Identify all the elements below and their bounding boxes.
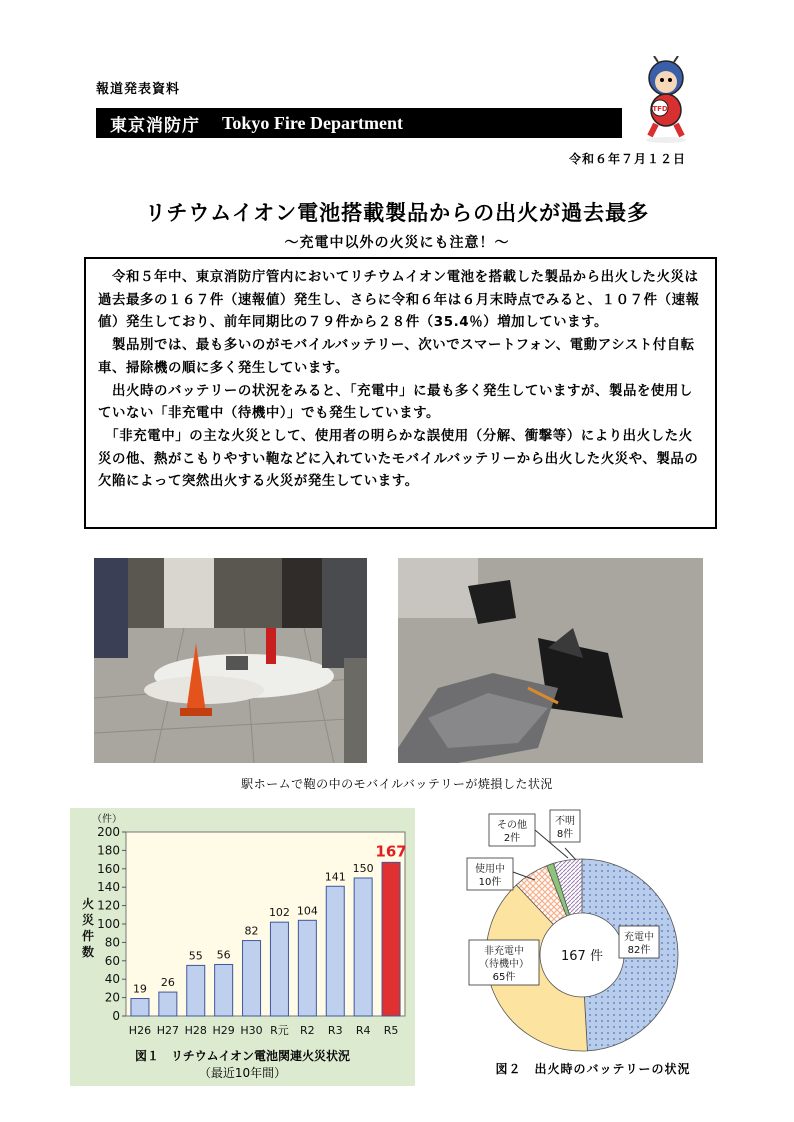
data-label: 82 [244, 924, 259, 938]
x-tick-label: H28 [184, 1024, 207, 1037]
y-tick-label: 120 [97, 898, 120, 913]
bar [298, 920, 316, 1016]
slice-name: 使用中 [475, 864, 505, 875]
department-name-en: Tokyo Fire Department [222, 112, 403, 133]
x-tick-label: R元 [270, 1024, 289, 1037]
slice-name: 充電中 [624, 932, 654, 943]
data-label: 102 [268, 906, 290, 920]
x-tick-label: R3 [327, 1024, 343, 1037]
bar [187, 965, 205, 1016]
y-tick-label: 0 [112, 1009, 120, 1023]
data-label: 55 [188, 949, 203, 963]
x-tick-label: H30 [240, 1024, 263, 1037]
figure1-caption [70, 1048, 415, 1082]
bar [243, 941, 261, 1016]
bar [270, 922, 288, 1016]
photo-caption: 駅ホームで鞄の中のモバイルバッテリーが焼損した状況 [241, 777, 553, 791]
leader-line [565, 848, 576, 860]
x-tick-label: H26 [128, 1024, 152, 1037]
slice-value-label: 65件 [492, 972, 516, 983]
page-title: リチウムイオン電池搭載製品からの出火が過去最多 [144, 201, 650, 225]
data-label: 19 [132, 982, 147, 996]
slice-name: （待機中） [479, 959, 529, 970]
bar [215, 964, 233, 1016]
data-label: 26 [160, 976, 175, 990]
burned-battery-photo [398, 558, 703, 763]
slice-value-label: 10件 [478, 877, 502, 888]
data-label: 104 [296, 904, 318, 918]
svg-text:TFD: TFD [652, 105, 668, 113]
mascot-illustration [636, 56, 696, 144]
y-tick-label: 40 [104, 972, 120, 987]
x-tick-label: R4 [355, 1024, 371, 1037]
y-tick-label: 180 [97, 843, 120, 858]
y-tick-label: 200 [97, 825, 120, 839]
bar [382, 862, 400, 1016]
bar [131, 999, 149, 1016]
slice-value-label: 2件 [503, 833, 521, 844]
pie-center-label: 167 件 [561, 949, 603, 964]
figure1-subtitle: （最近10年間） [198, 1066, 287, 1080]
figure1-title: 図１ リチウムイオン電池関連火災状況 [134, 1049, 351, 1063]
bar [354, 878, 372, 1016]
department-name-ja: 東京消防庁 [110, 115, 200, 136]
release-date: 令和６年７月１２日 [568, 152, 686, 166]
y-tick-label: 80 [104, 935, 120, 950]
data-label: 167 [375, 842, 407, 861]
bar [326, 886, 344, 1016]
x-tick-label: H29 [212, 1024, 235, 1037]
slice-value-label: 8件 [556, 829, 574, 840]
data-label: 141 [324, 870, 346, 884]
slice-name: その他 [497, 820, 527, 831]
figure2-pie-chart [455, 808, 740, 1058]
slice-name: 非充電中 [484, 946, 524, 957]
summary-paragraph: 令和５年中、東京消防庁管内においてリチウムイオン電池を搭載した製品から出火した火災は過去最多の１６７件（速報値）発生し、さらに令和６年は６月末時点でみると、１０７件（速報値）発生しており、前年同期比の７９件から２８件（35.4％）増加しています。 [98, 270, 700, 331]
slice-value-label: 82件 [627, 945, 651, 956]
summary-paragraph: 「非充電中」の主な火災として、使用者の明らかな誤使用（分解、衝撃等）により出火した火災の他、熱がこもりやすい鞄などに入れていたモバイルバッテリーから出火した火災や、製品の欠陥によって突然出火する火災が発生しています。 [98, 428, 699, 490]
figure1-panel [70, 808, 415, 1086]
summary-paragraph: 製品別では、最も多いのがモバイルバッテリー、次いでスマートフォン、電動アシスト付自転車、掃除機の順に多く発生しています。 [98, 338, 695, 376]
figure1-bar-chart [70, 808, 415, 1086]
summary-box [84, 257, 717, 529]
x-tick-label: R2 [300, 1024, 315, 1037]
x-tick-label: H27 [156, 1024, 179, 1037]
slice-name: 不明 [555, 816, 575, 827]
figure2-caption: 図２ 出火時のバッテリーの状況 [495, 1062, 691, 1076]
station-platform-photo [94, 558, 367, 763]
y-axis-label: 火災件数 [82, 897, 95, 959]
data-label: 150 [352, 862, 374, 875]
y-unit-label: （件） [92, 814, 122, 825]
department-banner [96, 108, 622, 138]
y-tick-label: 20 [104, 990, 120, 1005]
y-tick-label: 100 [97, 917, 120, 931]
release-label: 報道発表資料 [96, 82, 181, 97]
page-subtitle: ～充電中以外の火災にも注意！～ [284, 235, 510, 251]
summary-paragraph: 出火時のバッテリーの状況をみると、「充電中」に最も多く発生していますが、製品を使用していない「非充電中（待機中）」でも発生しています。 [98, 383, 693, 422]
data-label: 56 [216, 948, 231, 962]
x-tick-label: R5 [383, 1024, 399, 1037]
y-tick-label: 140 [97, 880, 120, 895]
y-tick-label: 60 [104, 953, 120, 968]
y-tick-label: 160 [97, 861, 120, 876]
bar [159, 992, 177, 1016]
